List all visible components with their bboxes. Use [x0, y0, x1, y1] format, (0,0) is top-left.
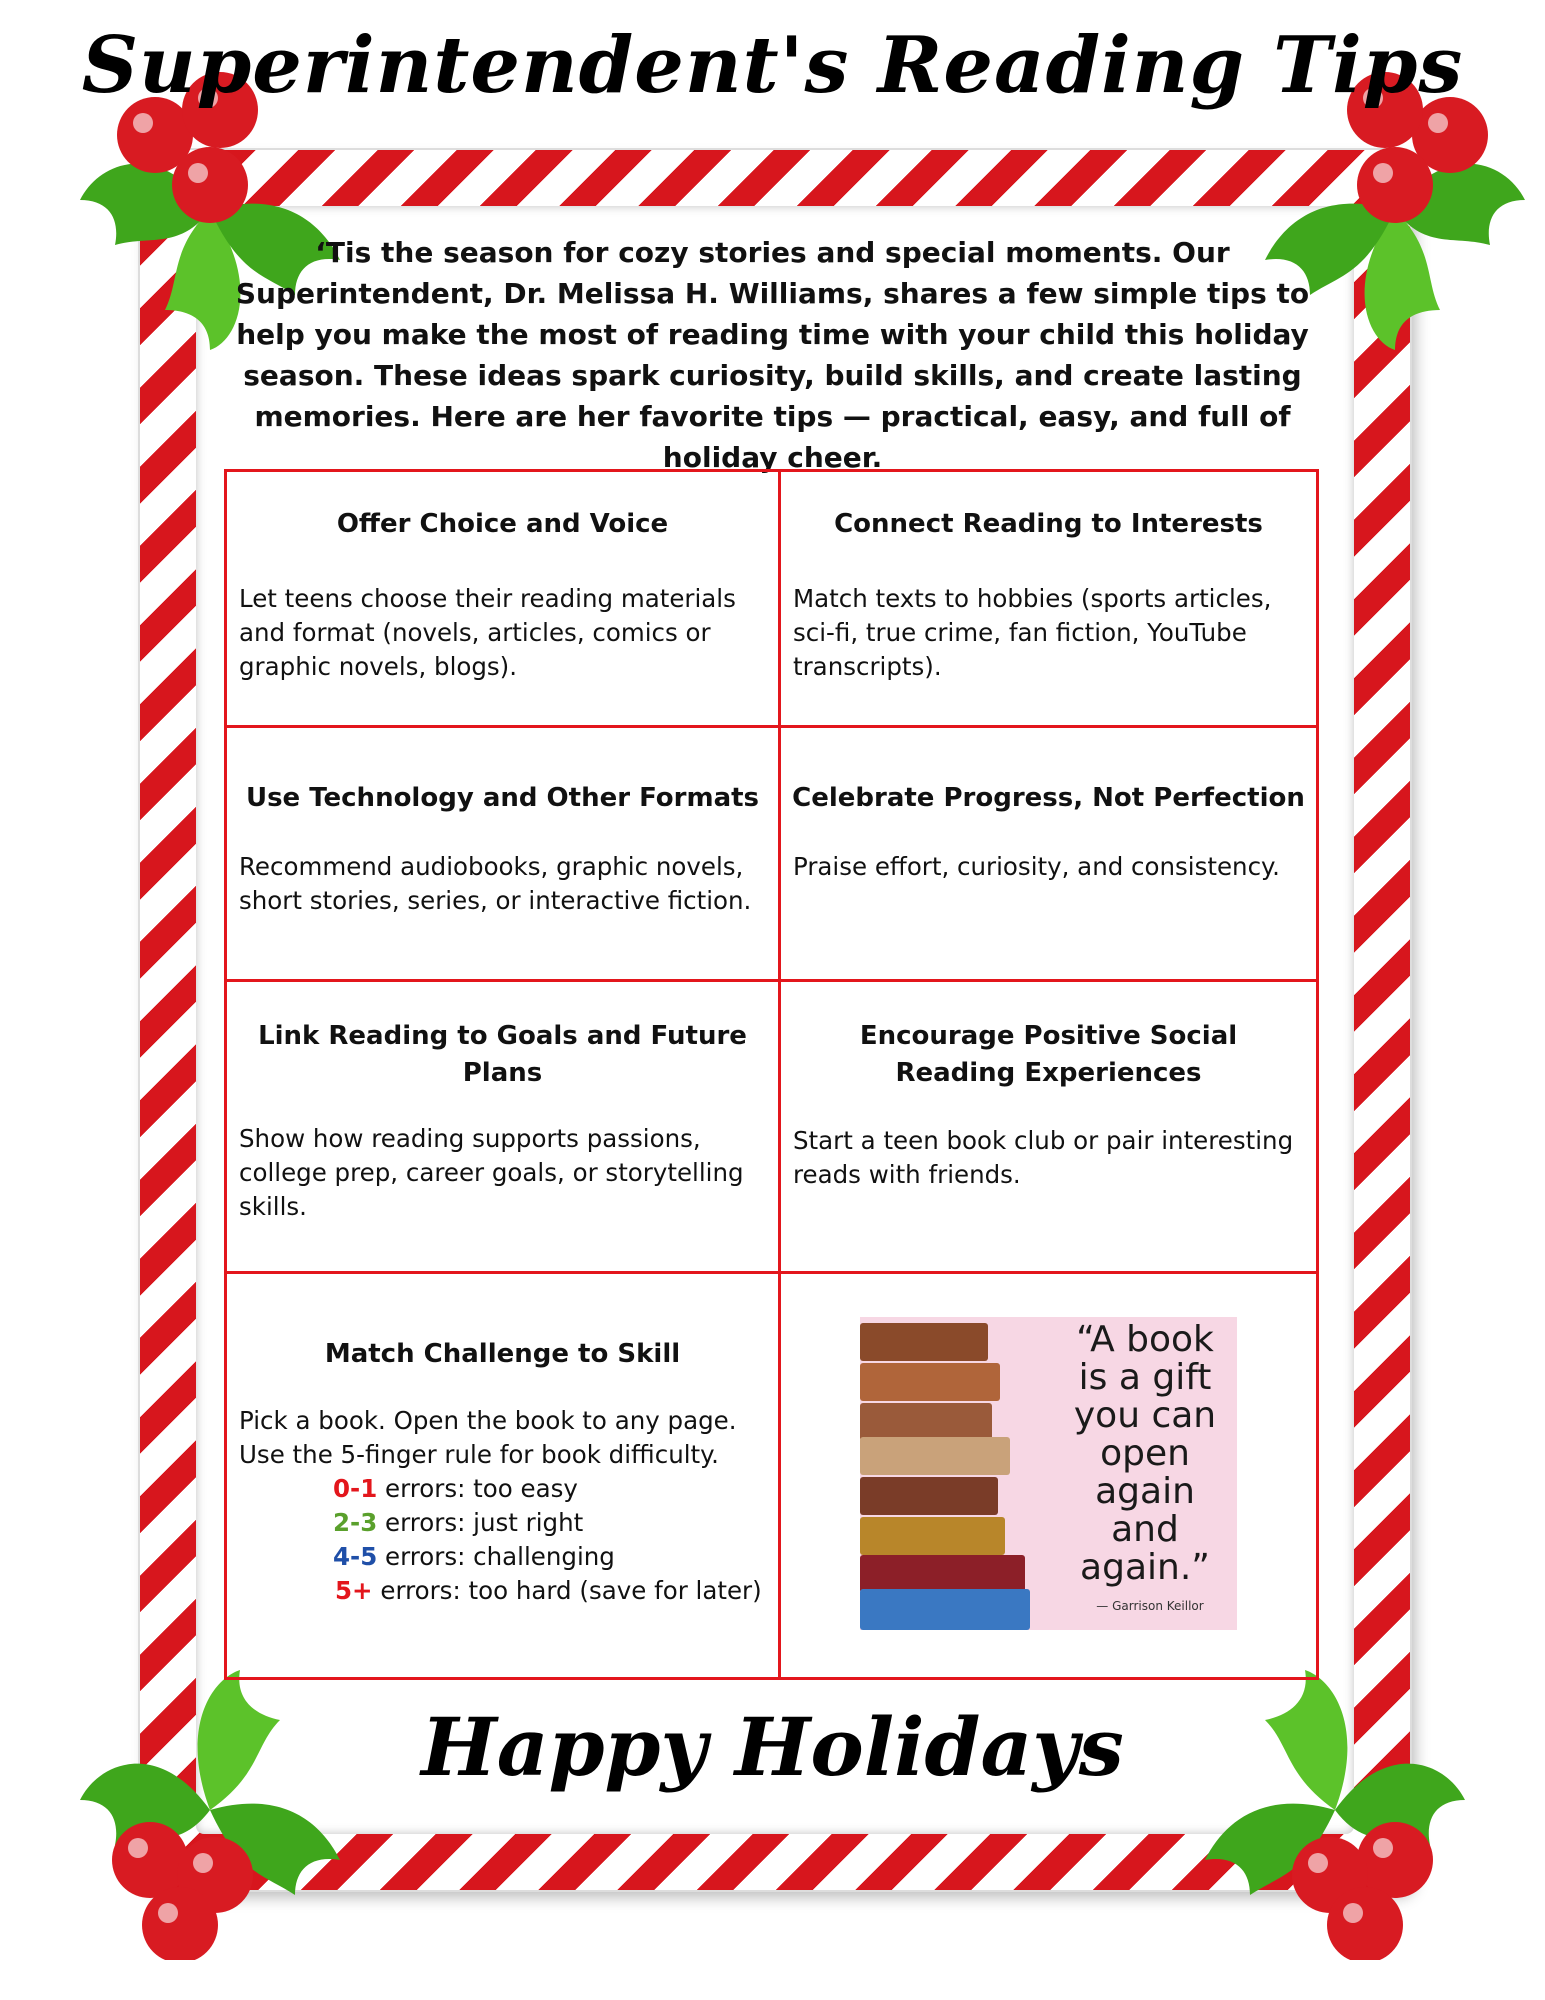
quote-cell [781, 1274, 1316, 1677]
tip-heading-line2: Reading Experiences [895, 1058, 1202, 1088]
tip-heading-line1: Encourage Positive Social [859, 1021, 1238, 1051]
tips-grid [224, 469, 1319, 1680]
finger-rule-4 [335, 1574, 762, 1608]
challenge-line-1: Pick a book. Open the book to any page. [239, 1406, 737, 1435]
tip-body: Let teens choose their reading materials and format (novels, articles, comics or graphic novels, blogs). [239, 584, 736, 681]
quote-text: “A book is a gift you can open again and again.” [1073, 1319, 1217, 1588]
footer-greeting: Happy Holidays [421, 1700, 1124, 1794]
rule-number: 0-1 [333, 1474, 378, 1503]
rule-number: 2-3 [333, 1508, 378, 1537]
tip-cell-technology [227, 728, 781, 982]
tip-heading: Offer Choice and Voice [336, 509, 669, 539]
tip-heading: Connect Reading to Interests [834, 509, 1263, 539]
tip-body: Recommend audiobooks, graphic novels, short stories, series, or interactive fiction. [239, 852, 752, 915]
tip-body: Praise effort, curiosity, and consistency. [793, 852, 1280, 881]
rule-number: 4-5 [333, 1542, 378, 1571]
tip-cell-progress [781, 728, 1316, 982]
page-title: Superintendent's Reading Tips [81, 20, 1464, 111]
challenge-line-2: Use the 5-finger rule for book difficulty. [239, 1440, 719, 1469]
tip-cell-challenge [227, 1274, 781, 1677]
tip-body: Show how reading supports passions, college prep, career goals, or storytelling skills. [239, 1124, 744, 1221]
book-stack-icon [860, 1323, 988, 1361]
finger-rule-1 [333, 1472, 578, 1506]
tip-heading: Celebrate Progress, Not Perfection [792, 783, 1305, 813]
rule-number: 5+ [335, 1576, 373, 1605]
rule-text: errors: too hard (save for later) [372, 1576, 762, 1605]
tip-body: Match texts to hobbies (sports articles, sci-fi, true crime, fan fiction, YouTube transcripts). [793, 584, 1272, 681]
rule-text: errors: challenging [377, 1542, 615, 1571]
tip-cell-goals [227, 982, 781, 1274]
tip-heading: Use Technology and Other Formats [245, 783, 760, 813]
intro-paragraph: ‘Tis the season for cozy stories and special moments. Our Superintendent, Dr. Melissa H. Williams, shares a few simple tips to help you make the most of reading time with your child this holiday season. These ideas spark curiosity, build skills, and create lasting memories. Here are her favorite tips — practical, easy, and full of holiday cheer. [235, 236, 1310, 474]
tip-body: Start a teen book club or pair interesting reads with friends. [793, 1126, 1294, 1189]
tip-cell-social [781, 982, 1316, 1274]
tip-cell-choice [227, 472, 781, 728]
tip-heading: Match Challenge to Skill [324, 1339, 681, 1369]
book-quote-image [860, 1317, 1237, 1630]
tip-heading: Link Reading to Goals and Future Plans [258, 1021, 747, 1088]
rule-text: errors: too easy [377, 1474, 578, 1503]
quote-author: — Garrison Keillor [1096, 1599, 1204, 1613]
finger-rule-2 [333, 1506, 583, 1540]
finger-rule-3 [333, 1540, 615, 1574]
tip-cell-interests [781, 472, 1316, 728]
rule-text: errors: just right [377, 1508, 584, 1537]
